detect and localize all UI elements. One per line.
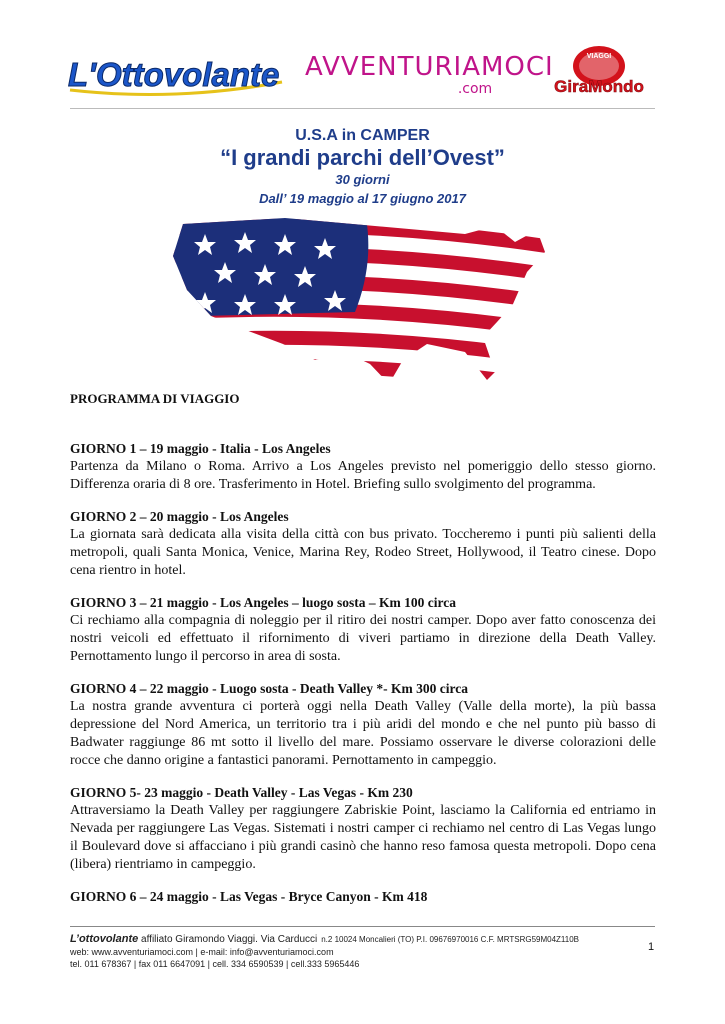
footer-divider bbox=[70, 926, 655, 927]
avventuriamoci-logo bbox=[305, 52, 554, 104]
footer-web-email: web: www.avventuriamoci.com | e-mail: info@avventuriamoci.com bbox=[70, 947, 334, 957]
ottovolante-logo bbox=[66, 52, 286, 100]
page-footer bbox=[70, 933, 630, 970]
page-header bbox=[0, 0, 725, 110]
day-text: La nostra grande avventura ci porterà oggi nella Death Valley (Valle della morte), la più bassa depressione del Nord America, un territorio tra i più aridi del mondo e che nel punto più basso di Badwater raggiunge 86 mt sotto il livello del mare. Possiamo osservare le diverse colorazioni delle rocce che danno origine a fantastici panorami. Pernottamento in campeggio. bbox=[70, 699, 656, 768]
giramondo-logo bbox=[545, 44, 653, 98]
day-item bbox=[70, 440, 656, 494]
svg-text:L'Ottovolante: L'Ottovolante bbox=[68, 56, 280, 93]
footer-affiliation: affiliato Giramondo Viaggi. Via Carducci bbox=[138, 934, 318, 945]
day-item bbox=[70, 508, 656, 580]
day-heading: GIORNO 2 – 20 maggio - Los Angeles bbox=[70, 509, 289, 524]
title-line-2: “I grandi parchi dell’Ovest” bbox=[220, 145, 505, 170]
page-number: 1 bbox=[648, 941, 655, 953]
footer-brand: L’ottovolante bbox=[70, 933, 139, 945]
title-dates: Dall’ 19 maggio al 17 giugno 2017 bbox=[259, 191, 466, 206]
day-text: Ci rechiamo alla compagnia di noleggio per il ritiro dei nostri camper. Dopo aver fatto conoscenza dei nostri veicoli ed effettuato il rifornimento di viveri partiamo in direzione della Death Valley. Pernottamento lungo il percorso in area di sosta. bbox=[70, 613, 656, 664]
footer-line-1 bbox=[70, 933, 630, 946]
day-heading: GIORNO 3 – 21 maggio - Los Angeles – luogo sosta – Km 100 circa bbox=[70, 595, 456, 610]
day-heading: GIORNO 6 – 24 maggio - Las Vegas - Bryce Canyon - Km 418 bbox=[70, 889, 428, 904]
footer-address-ids: n.2 10024 Moncalieri (TO) P.I. 09676970016 C.F. MRTSRG59M04Z110B bbox=[321, 935, 580, 944]
day-heading: GIORNO 1 – 19 maggio - Italia - Los Angeles bbox=[70, 441, 331, 456]
footer-phones: tel. 011 678367 | fax 011 6647091 | cell. 334 6590539 | cell.333 5965446 bbox=[70, 959, 360, 969]
day-text: La giornata sarà dedicata alla visita della città con bus privato. Toccheremo i punti più salienti della metropoli, quali Santa Monica, Venice, Marina Rey, Rodeo Street, Hollywood, il Teatro cinese. Dopo cena rientro in hotel. bbox=[70, 527, 656, 578]
header-divider bbox=[70, 108, 655, 109]
day-item bbox=[70, 784, 656, 874]
usa-flag-map-image bbox=[165, 212, 565, 387]
day-heading: GIORNO 5- 23 maggio - Death Valley - Las Vegas - Km 230 bbox=[70, 785, 413, 800]
day-item bbox=[70, 594, 656, 666]
program-heading: PROGRAMMA DI VIAGGIO bbox=[70, 391, 240, 406]
day-heading: GIORNO 4 – 22 maggio - Luogo sosta - Death Valley *- Km 300 circa bbox=[70, 681, 468, 696]
avventuriamoci-logo-domain: .com bbox=[457, 81, 493, 97]
day-text: Attraversiamo la Death Valley per raggiungere Zabriskie Point, lasciamo la California ed entriamo in Nevada per raggiungere Las Vegas. Sistemati i nostri camper ci rechiamo nel centro di Las Vegas lungo il Boulevard dove si affacciano i più grandi casinò che hanno reso famosa questa metropoli. Dopo cena (libera) rientriamo in campeggio. bbox=[70, 803, 656, 872]
title-duration: 30 giorni bbox=[335, 172, 390, 187]
avventuriamoci-logo-text: AVVENTURIAMOCI bbox=[305, 52, 554, 82]
day-item bbox=[70, 680, 656, 770]
day-item bbox=[70, 888, 656, 906]
title-line-1: U.S.A in CAMPER bbox=[295, 127, 430, 144]
day-text: Partenza da Milano o Roma. Arrivo a Los Angeles previsto nel pomeriggio dello stesso giorno. Differenza oraria di 8 ore. Trasferimento in Hotel. Briefing sullo svolgimento del programma. bbox=[70, 459, 656, 492]
program-content bbox=[70, 390, 656, 920]
svg-text:GiraMondo: GiraMondo bbox=[554, 77, 644, 96]
svg-text:VIAGGI: VIAGGI bbox=[586, 53, 612, 60]
